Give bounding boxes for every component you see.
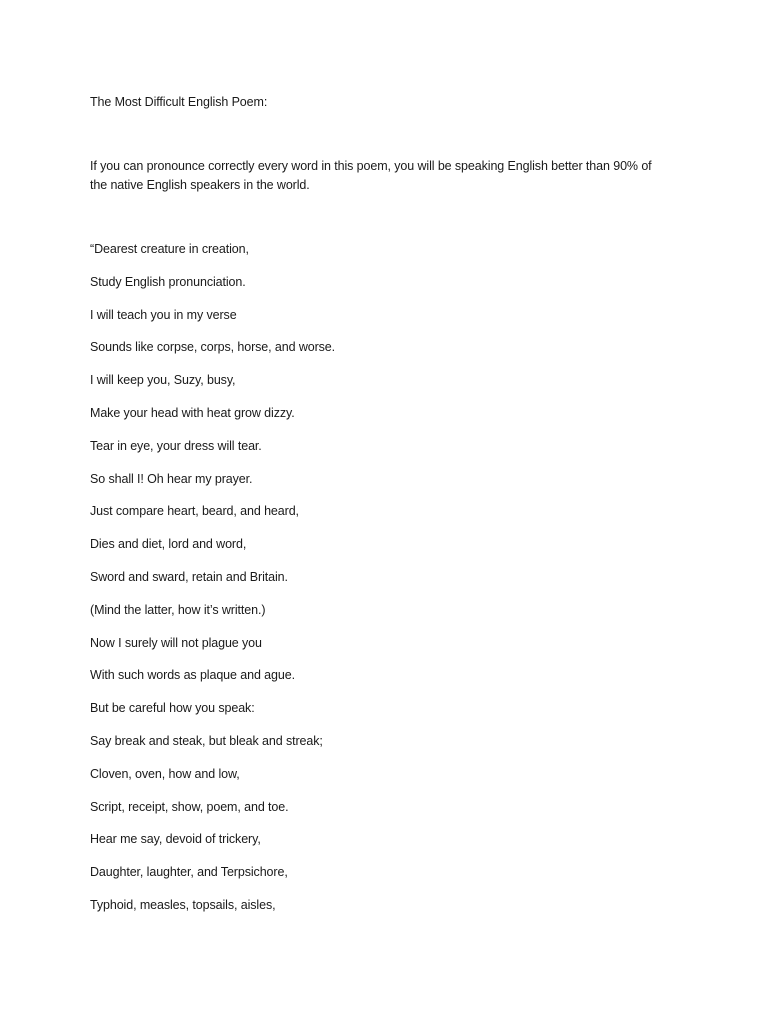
poem-line: Script, receipt, show, poem, and toe. [90, 799, 289, 814]
poem-line: So shall I! Oh hear my prayer. [90, 471, 253, 486]
poem-line: Dies and diet, lord and word, [90, 537, 247, 552]
poem-line: Cloven, oven, how and low, [90, 766, 240, 781]
poem-line: Sounds like corpse, corps, horse, and worse. [90, 340, 336, 355]
poem-line: (Mind the latter, how it’s written.) [90, 602, 266, 617]
document-body [90, 93, 690, 929]
intro-line: If you can pronounce correctly every word in this poem, you will be speaking English better than 90% of [90, 159, 652, 173]
poem-line: With such words as plaque and ague. [90, 668, 295, 683]
poem-line: Say break and steak, but bleak and streak; [90, 733, 323, 748]
poem-line: But be careful how you speak: [90, 701, 255, 716]
poem-line: Hear me say, devoid of trickery, [90, 832, 261, 847]
poem-line: I will keep you, Suzy, busy, [90, 373, 236, 388]
intro-paragraph [90, 157, 680, 195]
poem-line: Typhoid, measles, topsails, aisles, [90, 897, 276, 912]
poem-lines [90, 240, 690, 915]
poem-line: Just compare heart, beard, and heard, [90, 504, 299, 519]
poem-line: Now I surely will not plague you [90, 635, 262, 650]
document-title: The Most Difficult English Poem: [90, 95, 268, 109]
poem-line: Make your head with heat grow dizzy. [90, 405, 295, 420]
poem-line: Daughter, laughter, and Terpsichore, [90, 865, 288, 880]
poem-line: “Dearest creature in creation, [90, 242, 249, 256]
poem-line: I will teach you in my verse [90, 307, 237, 322]
poem-line: Tear in eye, your dress will tear. [90, 438, 262, 453]
intro-line: the native English speakers in the world. [90, 178, 310, 192]
poem-line: Study English pronunciation. [90, 274, 246, 289]
poem-line: Sword and sward, retain and Britain. [90, 569, 288, 584]
